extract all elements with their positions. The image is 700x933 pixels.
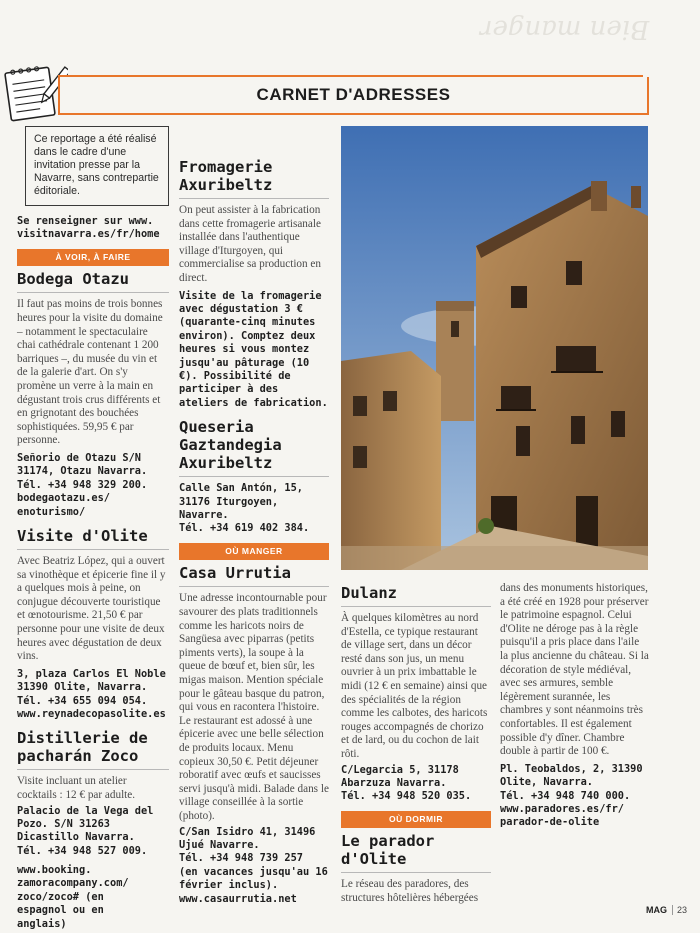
section-header	[58, 75, 649, 115]
dulanz-title: Dulanz	[341, 584, 491, 607]
bodega-web[interactable]: bodegaotazu.es/ enoturismo/	[17, 492, 110, 518]
bodega-phone: Tél. +34 948 329 200.	[17, 478, 148, 491]
dulanz-address: C/Legarcia 5, 31178 Abarzuza Navarra.	[341, 763, 459, 789]
bodega-title: Bodega Otazu	[17, 270, 169, 293]
parador-phone: Tél. +34 948 740 000.	[500, 789, 631, 802]
dulanz-text: À quelques kilomètres au nord d'Estella, ce typique restaurant de village sert, dans un décor resté dans son jus, un menu ouvrier à un prix imbattable le midi (12 € en semaine) ainsi que des spécialités de la région comme les calbotes, des haricots rouges accompagnés de chorizo et de lard, ou du cochon de lait rôti.	[341, 612, 488, 760]
olite-visit-text: Avec Beatriz López, qui a ouvert sa vinothèque et épicerie fine il y a quelques mois à peine, on conjugue découverte touristique et œnotourisme. 21,50 € par personne pour une visite de deux heures avec dégustation de deux vins.	[17, 554, 166, 663]
olite-visit-title: Visite d'Olite	[17, 527, 169, 550]
parador-web[interactable]: www.paradores.es/fr/ parador-de-olite	[500, 802, 624, 829]
parador-title: Le parador d'Olite	[341, 832, 491, 873]
footer-magazine-label: MAG	[646, 905, 667, 915]
section-tag-voir-faire: À VOIR, À FAIRE	[17, 249, 169, 267]
column-4	[500, 582, 650, 830]
urrutia-title: Casa Urrutia	[179, 564, 329, 587]
parador-address: Pl. Teobaldos, 2, 31390 Olite, Navarra.	[500, 762, 643, 789]
parador-text-1: Le réseau des paradores, des structures hôtelières hébergées	[341, 878, 479, 904]
zoco-phone: Tél. +34 948 527 009.	[17, 844, 148, 857]
fromagerie-text: On peut assister à la fabrication dans cette fromagerie artisanale installée dans l'authentique village d'Iturgoyen, qui commercialise sa production en direct.	[179, 204, 321, 284]
zoco-web[interactable]: www.booking. zamoracompany.com/ zoco/zoco# (en espagnol ou en anglais)	[17, 864, 129, 930]
village-photo	[341, 126, 648, 570]
urrutia-text: Une adresse incontournable pour savourer des plats traditionnels comme les haricots noirs de Sangüesa avec piparras (petits piments verts), la soupe à la queue de bœuf et, bien sûr, les migas maison. Mention spéciale pour le gâteau basque du patron, qui vous en racontera l'histoire. Le restaurant est adossé à une épicerie avec une belle sélection de produits locaux. Menu copieux 30,50 €. Petit déjeuner roboratif avec œufs et saucisses servi jusqu'à midi. Balade dans le village conseillée à la sortie (photo).	[179, 592, 329, 822]
urrutia-web[interactable]: www.casaurrutia.net	[179, 892, 297, 905]
section-tag-dormir: OÙ DORMIR	[341, 811, 491, 829]
section-tag-manger: OÙ MANGER	[179, 543, 329, 561]
column-1	[17, 126, 169, 858]
bodega-text: Il faut pas moins de trois bonnes heures pour la visite du domaine – notamment le spectaculaire chai cathédrale contenant 1 200 barriques –, du musée du vin et de la galerie d'art. On s'y promène un verre à la main en dégustant trois crus différents et en grignotant des bouchées sophistiquées. 59,95 € par personne.	[17, 298, 163, 447]
urrutia-note: (en vacances jusqu'au 16 février inclus).	[179, 865, 328, 892]
queseria-title: Queseria Gaztandegia Axuribeltz	[179, 418, 329, 477]
bodega-address: Señorio de Otazu S/N 31174, Otazu Navarra.	[17, 451, 148, 478]
fromagerie-title: Fromagerie Axuribeltz	[179, 158, 329, 199]
zoco-text: Visite incluant un atelier cocktails : 12 € par adulte.	[17, 775, 136, 801]
urrutia-phone: Tél. +34 948 739 257	[179, 852, 303, 865]
olite-visit-phone: Tél. +34 655 094 054.	[17, 694, 148, 707]
page-title: CARNET D'ADRESSES	[256, 85, 451, 104]
olite-visit-address: 3, plaza Carlos El Noble 31390 Olite, Navarra.	[17, 667, 166, 694]
column-3	[341, 582, 491, 908]
olite-visit-web[interactable]: www.reynadecopasolite.es	[17, 707, 166, 720]
info-link: Se renseigner sur www. visitnavarra.es/fr/home	[17, 215, 160, 241]
parador-text-2: dans des monuments historiques, a été créé en 1928 pour préserver le patrimoine espagnol. Celui d'Olite ne déroge pas à la règle puisqu'il a pris place dans l'aile la plus ancienne du château. Si la décoration de style médiéval, avec ses armures, semble légèrement surannée, les chambres y sont néanmoins très confortables. Il est également possible d'y dîner. Chambre double à partir de 100 €.	[500, 582, 649, 758]
urrutia-address: C/San Isidro 41, 31496 Ujué Navarre.	[179, 825, 316, 851]
fromagerie-details: Visite de la fromagerie avec dégustation 3 € (quarante-cinq minutes environ). Comptez deux heures si vous montez jusqu'au pâturage (10 €). Possibilité de participer à des ateliers de fabrication.	[179, 289, 328, 409]
queseria-phone: Tél. +34 619 402 384.	[179, 522, 310, 535]
queseria-address: Calle San Antón, 15, 31176 Iturgoyen, Navarre.	[179, 482, 303, 522]
background-decoration: Bien manger	[480, 14, 650, 44]
dulanz-phone: Tél. +34 948 520 035.	[341, 790, 472, 803]
page-number: 23	[672, 905, 687, 915]
zoco-title: Distillerie de pacharán Zoco	[17, 729, 169, 770]
zoco-address: Palacio de la Vega del Pozo. S/N 31263 Dicastillo Navarra.	[17, 804, 154, 844]
intro-box: Ce reportage a été réalisé dans le cadre d'une invitation presse par la Navarre, sans contrepartie éditoriale.	[25, 126, 169, 206]
